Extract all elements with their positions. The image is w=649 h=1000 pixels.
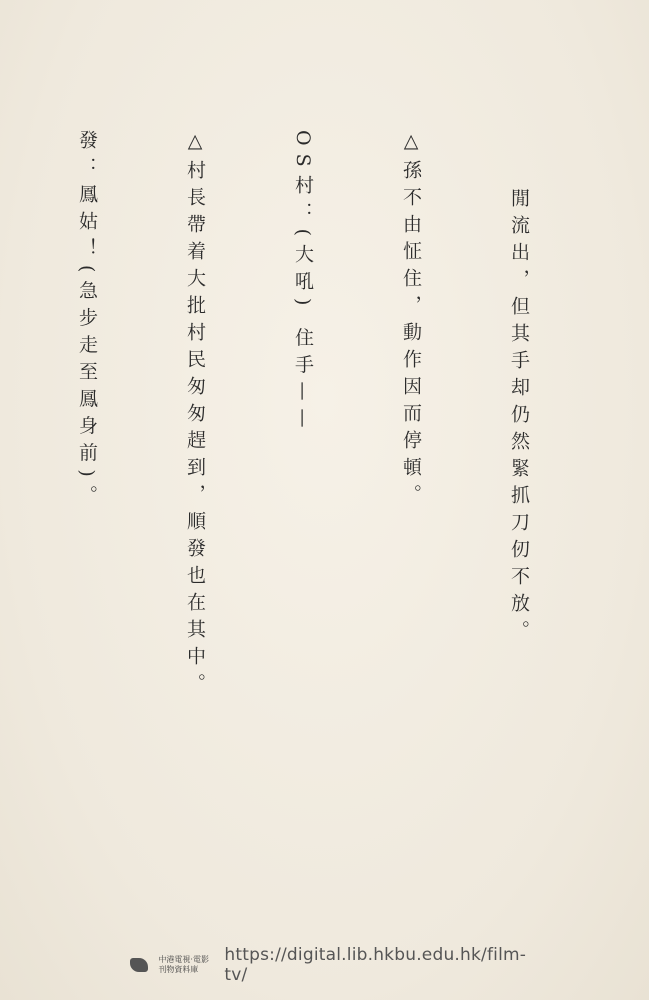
archive-logo-icon xyxy=(128,954,150,976)
script-line-1: 閒流出，但其手却仍然緊抓刀仞不放。 xyxy=(508,188,530,647)
archive-footer xyxy=(128,945,528,985)
script-line-5: 發：鳳姑！(急步走至鳳身前)。 xyxy=(76,130,98,512)
script-line-2: △孫不由怔住，動作因而停頓。 xyxy=(400,130,422,511)
script-line-4: △村長帶着大批村民匆匆趕到，順發也在其中。 xyxy=(184,130,206,700)
script-line-3: OS村：(大吼) 住手—— xyxy=(292,130,314,436)
archive-name-line-2: 刊物資料庫 xyxy=(158,965,199,974)
archive-name xyxy=(158,955,216,975)
archive-url-link[interactable]: https://digital.lib.hkbu.edu.hk/film-tv/ xyxy=(224,945,527,985)
archive-name-line-1: 中港電視·電影 xyxy=(158,955,209,964)
script-text-column-block xyxy=(0,130,609,930)
